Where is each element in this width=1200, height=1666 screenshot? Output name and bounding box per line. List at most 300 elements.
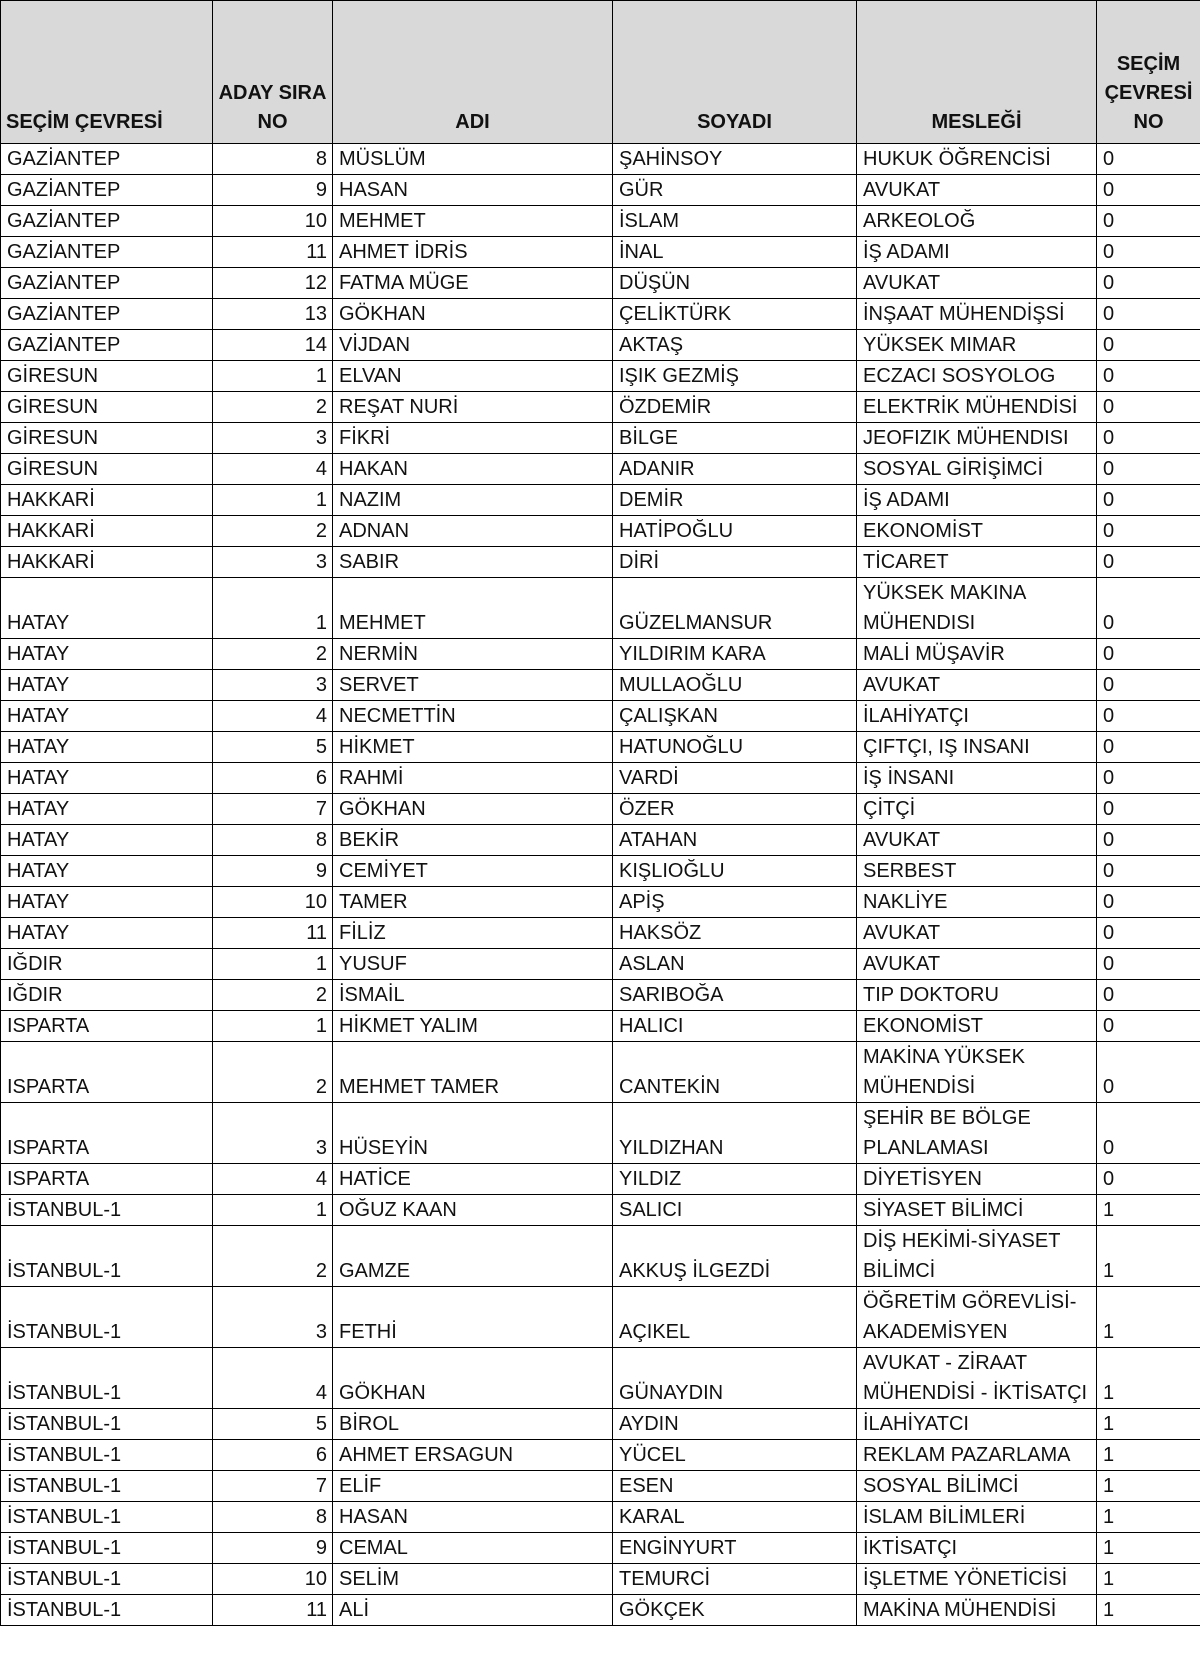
cell-job: ÖĞRETİM GÖREVLİSİ-AKADEMİSYEN xyxy=(857,1287,1097,1348)
cell-aday-sira-no: 6 xyxy=(213,1440,333,1471)
cell-surname: YILDIZHAN xyxy=(613,1103,857,1164)
cell-name: HASAN xyxy=(333,175,613,206)
cell-job: NAKLİYE xyxy=(857,887,1097,918)
cell-aday-sira-no: 2 xyxy=(213,980,333,1011)
cell-aday-sira-no: 11 xyxy=(213,1595,333,1626)
cell-name: MEHMET TAMER xyxy=(333,1042,613,1103)
cell-surname: SALICI xyxy=(613,1195,857,1226)
cell-aday-sira-no: 2 xyxy=(213,516,333,547)
cell-surname: AÇIKEL xyxy=(613,1287,857,1348)
cell-surname: YILDIZ xyxy=(613,1164,857,1195)
cell-name: SELİM xyxy=(333,1564,613,1595)
cell-district-no: 1 xyxy=(1097,1348,1200,1409)
cell-district: HATAY xyxy=(1,639,213,670)
table-row xyxy=(1,949,1200,980)
cell-aday-sira-no: 3 xyxy=(213,423,333,454)
cell-name: CEMİYET xyxy=(333,856,613,887)
cell-name: YUSUF xyxy=(333,949,613,980)
cell-surname: ŞAHİNSOY xyxy=(613,144,857,175)
cell-district: İSTANBUL-1 xyxy=(1,1409,213,1440)
cell-district-no: 0 xyxy=(1097,237,1200,268)
header-aday-sira-no: ADAY SIRA NO xyxy=(213,1,333,144)
cell-job: ARKEOLOĞ xyxy=(857,206,1097,237)
cell-aday-sira-no: 5 xyxy=(213,1409,333,1440)
cell-district: ISPARTA xyxy=(1,1011,213,1042)
cell-district: GAZİANTEP xyxy=(1,330,213,361)
cell-name: ELİF xyxy=(333,1471,613,1502)
cell-surname: AKKUŞ İLGEZDİ xyxy=(613,1226,857,1287)
cell-district: HATAY xyxy=(1,670,213,701)
cell-name: BEKİR xyxy=(333,825,613,856)
cell-name: MEHMET xyxy=(333,206,613,237)
table-row xyxy=(1,918,1200,949)
header-meslegi: MESLEĞİ xyxy=(857,1,1097,144)
table-row xyxy=(1,1011,1200,1042)
cell-district-no: 1 xyxy=(1097,1440,1200,1471)
cell-district-no: 0 xyxy=(1097,206,1200,237)
cell-district: GİRESUN xyxy=(1,454,213,485)
table-row xyxy=(1,980,1200,1011)
cell-district-no: 0 xyxy=(1097,825,1200,856)
cell-district: HATAY xyxy=(1,794,213,825)
cell-job: İŞ ADAMI xyxy=(857,237,1097,268)
cell-surname: GÜNAYDIN xyxy=(613,1348,857,1409)
cell-surname: ÇELİKTÜRK xyxy=(613,299,857,330)
table-row xyxy=(1,454,1200,485)
table-row xyxy=(1,1471,1200,1502)
cell-district-no: 0 xyxy=(1097,1164,1200,1195)
cell-name: GÖKHAN xyxy=(333,299,613,330)
cell-district: GAZİANTEP xyxy=(1,268,213,299)
cell-job: JEOFIZIK MÜHENDISI xyxy=(857,423,1097,454)
table-row xyxy=(1,175,1200,206)
cell-aday-sira-no: 10 xyxy=(213,1564,333,1595)
cell-district-no: 1 xyxy=(1097,1502,1200,1533)
cell-name: OĞUZ KAAN xyxy=(333,1195,613,1226)
cell-district-no: 1 xyxy=(1097,1533,1200,1564)
cell-job: ŞEHİR BE BÖLGE PLANLAMASI xyxy=(857,1103,1097,1164)
cell-surname: KARAL xyxy=(613,1502,857,1533)
cell-district-no: 0 xyxy=(1097,144,1200,175)
cell-surname: GÜZELMANSUR xyxy=(613,578,857,639)
table-row xyxy=(1,485,1200,516)
cell-name: CEMAL xyxy=(333,1533,613,1564)
cell-job: AVUKAT xyxy=(857,670,1097,701)
cell-job: TİCARET xyxy=(857,547,1097,578)
cell-aday-sira-no: 3 xyxy=(213,670,333,701)
cell-aday-sira-no: 2 xyxy=(213,1042,333,1103)
cell-district: İSTANBUL-1 xyxy=(1,1226,213,1287)
cell-district-no: 0 xyxy=(1097,887,1200,918)
cell-job: HUKUK ÖĞRENCİSİ xyxy=(857,144,1097,175)
cell-aday-sira-no: 14 xyxy=(213,330,333,361)
cell-name: NERMİN xyxy=(333,639,613,670)
cell-name: FETHİ xyxy=(333,1287,613,1348)
table-row xyxy=(1,732,1200,763)
cell-aday-sira-no: 2 xyxy=(213,639,333,670)
cell-job: YÜKSEK MAKINA MÜHENDISI xyxy=(857,578,1097,639)
cell-district-no: 0 xyxy=(1097,980,1200,1011)
cell-district: İSTANBUL-1 xyxy=(1,1195,213,1226)
cell-aday-sira-no: 1 xyxy=(213,361,333,392)
cell-surname: TEMURCİ xyxy=(613,1564,857,1595)
table-row xyxy=(1,547,1200,578)
cell-surname: HATUNOĞLU xyxy=(613,732,857,763)
table-row xyxy=(1,268,1200,299)
cell-aday-sira-no: 3 xyxy=(213,547,333,578)
table-row xyxy=(1,1564,1200,1595)
table-row xyxy=(1,856,1200,887)
cell-job: DİYETİSYEN xyxy=(857,1164,1097,1195)
table-row xyxy=(1,1195,1200,1226)
cell-district-no: 1 xyxy=(1097,1287,1200,1348)
cell-surname: GÖKÇEK xyxy=(613,1595,857,1626)
cell-surname: BİLGE xyxy=(613,423,857,454)
cell-district-no: 0 xyxy=(1097,701,1200,732)
cell-district-no: 0 xyxy=(1097,485,1200,516)
cell-job: MALİ MÜŞAVİR xyxy=(857,639,1097,670)
cell-surname: ESEN xyxy=(613,1471,857,1502)
cell-district: HATAY xyxy=(1,856,213,887)
table-row xyxy=(1,1533,1200,1564)
cell-name: HÜSEYİN xyxy=(333,1103,613,1164)
cell-aday-sira-no: 13 xyxy=(213,299,333,330)
table-row xyxy=(1,1440,1200,1471)
cell-district-no: 1 xyxy=(1097,1195,1200,1226)
cell-aday-sira-no: 10 xyxy=(213,206,333,237)
cell-surname: ADANIR xyxy=(613,454,857,485)
cell-aday-sira-no: 7 xyxy=(213,1471,333,1502)
cell-district: İSTANBUL-1 xyxy=(1,1440,213,1471)
cell-district: ISPARTA xyxy=(1,1103,213,1164)
cell-job: ELEKTRİK MÜHENDİSİ xyxy=(857,392,1097,423)
cell-job: EKONOMİST xyxy=(857,1011,1097,1042)
table-row xyxy=(1,794,1200,825)
cell-job: AVUKAT xyxy=(857,918,1097,949)
cell-job: ÇIFTÇI, IŞ INSANI xyxy=(857,732,1097,763)
cell-district: HATAY xyxy=(1,732,213,763)
cell-name: HİKMET xyxy=(333,732,613,763)
cell-district: HATAY xyxy=(1,825,213,856)
table-row xyxy=(1,144,1200,175)
cell-aday-sira-no: 3 xyxy=(213,1103,333,1164)
table-row xyxy=(1,887,1200,918)
cell-job: SERBEST xyxy=(857,856,1097,887)
cell-aday-sira-no: 1 xyxy=(213,485,333,516)
cell-job: SOSYAL GİRİŞİMCİ xyxy=(857,454,1097,485)
cell-district: IĞDIR xyxy=(1,980,213,1011)
cell-district: GAZİANTEP xyxy=(1,206,213,237)
cell-surname: HAKSÖZ xyxy=(613,918,857,949)
cell-name: NAZIM xyxy=(333,485,613,516)
table-row xyxy=(1,1226,1200,1287)
cell-aday-sira-no: 2 xyxy=(213,392,333,423)
table-row xyxy=(1,1502,1200,1533)
cell-surname: IŞIK GEZMİŞ xyxy=(613,361,857,392)
cell-district: İSTANBUL-1 xyxy=(1,1533,213,1564)
cell-surname: KIŞLIOĞLU xyxy=(613,856,857,887)
cell-aday-sira-no: 12 xyxy=(213,268,333,299)
table-row xyxy=(1,423,1200,454)
cell-surname: APİŞ xyxy=(613,887,857,918)
cell-name: HATİCE xyxy=(333,1164,613,1195)
table-row xyxy=(1,1409,1200,1440)
cell-surname: SARIBOĞA xyxy=(613,980,857,1011)
cell-district: GAZİANTEP xyxy=(1,299,213,330)
header-secim-cevresi: SEÇİM ÇEVRESİ xyxy=(1,1,213,144)
table-row xyxy=(1,1348,1200,1409)
cell-district: İSTANBUL-1 xyxy=(1,1348,213,1409)
table-row xyxy=(1,237,1200,268)
table-row xyxy=(1,1103,1200,1164)
cell-district-no: 0 xyxy=(1097,361,1200,392)
cell-name: HASAN xyxy=(333,1502,613,1533)
cell-surname: YILDIRIM KARA xyxy=(613,639,857,670)
table-row xyxy=(1,1595,1200,1626)
cell-aday-sira-no: 8 xyxy=(213,1502,333,1533)
cell-surname: ASLAN xyxy=(613,949,857,980)
cell-name: FİLİZ xyxy=(333,918,613,949)
cell-surname: ÖZER xyxy=(613,794,857,825)
cell-district-no: 1 xyxy=(1097,1471,1200,1502)
cell-name: AHMET İDRİS xyxy=(333,237,613,268)
cell-district: GİRESUN xyxy=(1,392,213,423)
cell-district: HAKKARİ xyxy=(1,516,213,547)
cell-surname: DEMİR xyxy=(613,485,857,516)
cell-job: AVUKAT xyxy=(857,268,1097,299)
cell-name: GAMZE xyxy=(333,1226,613,1287)
cell-aday-sira-no: 10 xyxy=(213,887,333,918)
header-soyadi: SOYADI xyxy=(613,1,857,144)
cell-district-no: 0 xyxy=(1097,454,1200,485)
cell-district-no: 1 xyxy=(1097,1595,1200,1626)
cell-district-no: 0 xyxy=(1097,1011,1200,1042)
cell-district-no: 0 xyxy=(1097,516,1200,547)
cell-surname: HALICI xyxy=(613,1011,857,1042)
table-row xyxy=(1,1287,1200,1348)
cell-district: İSTANBUL-1 xyxy=(1,1502,213,1533)
table-row xyxy=(1,639,1200,670)
cell-aday-sira-no: 8 xyxy=(213,144,333,175)
cell-district: GAZİANTEP xyxy=(1,175,213,206)
cell-aday-sira-no: 2 xyxy=(213,1226,333,1287)
cell-name: REŞAT NURİ xyxy=(333,392,613,423)
cell-job: TIP DOKTORU xyxy=(857,980,1097,1011)
header-adi: ADI xyxy=(333,1,613,144)
cell-job: SOSYAL BİLİMCİ xyxy=(857,1471,1097,1502)
cell-aday-sira-no: 4 xyxy=(213,701,333,732)
cell-district-no: 0 xyxy=(1097,392,1200,423)
cell-district-no: 0 xyxy=(1097,856,1200,887)
cell-district-no: 1 xyxy=(1097,1409,1200,1440)
cell-name: FİKRİ xyxy=(333,423,613,454)
cell-surname: DİRİ xyxy=(613,547,857,578)
table-row xyxy=(1,299,1200,330)
cell-aday-sira-no: 11 xyxy=(213,918,333,949)
cell-name: BİROL xyxy=(333,1409,613,1440)
cell-district: HATAY xyxy=(1,763,213,794)
cell-district: HAKKARİ xyxy=(1,485,213,516)
header-secim-cevresi-no: SEÇİM ÇEVRESİ NO xyxy=(1097,1,1200,144)
cell-surname: GÜR xyxy=(613,175,857,206)
cell-job: MAKİNA YÜKSEK MÜHENDİSİ xyxy=(857,1042,1097,1103)
cell-aday-sira-no: 1 xyxy=(213,1195,333,1226)
cell-district-no: 0 xyxy=(1097,175,1200,206)
table-row xyxy=(1,1042,1200,1103)
cell-aday-sira-no: 4 xyxy=(213,454,333,485)
cell-name: RAHMİ xyxy=(333,763,613,794)
cell-aday-sira-no: 6 xyxy=(213,763,333,794)
cell-district-no: 0 xyxy=(1097,268,1200,299)
cell-name: TAMER xyxy=(333,887,613,918)
cell-district-no: 0 xyxy=(1097,949,1200,980)
cell-district: ISPARTA xyxy=(1,1042,213,1103)
cell-district: GİRESUN xyxy=(1,361,213,392)
cell-name: FATMA MÜGE xyxy=(333,268,613,299)
table-row xyxy=(1,361,1200,392)
cell-name: ELVAN xyxy=(333,361,613,392)
cell-name: HİKMET YALIM xyxy=(333,1011,613,1042)
cell-aday-sira-no: 1 xyxy=(213,578,333,639)
cell-aday-sira-no: 11 xyxy=(213,237,333,268)
cell-job: İNŞAAT MÜHENDİŞSİ xyxy=(857,299,1097,330)
cell-name: GÖKHAN xyxy=(333,794,613,825)
cell-name: SABIR xyxy=(333,547,613,578)
cell-district: ISPARTA xyxy=(1,1164,213,1195)
cell-job: SİYASET BİLİMCİ xyxy=(857,1195,1097,1226)
cell-district: İSTANBUL-1 xyxy=(1,1595,213,1626)
cell-surname: AKTAŞ xyxy=(613,330,857,361)
cell-surname: DÜŞÜN xyxy=(613,268,857,299)
cell-district-no: 0 xyxy=(1097,330,1200,361)
cell-surname: HATİPOĞLU xyxy=(613,516,857,547)
cell-name: AHMET ERSAGUN xyxy=(333,1440,613,1471)
table-row xyxy=(1,330,1200,361)
cell-name: ALİ xyxy=(333,1595,613,1626)
cell-job: AVUKAT xyxy=(857,175,1097,206)
cell-district-no: 0 xyxy=(1097,1103,1200,1164)
cell-district-no: 0 xyxy=(1097,1042,1200,1103)
cell-name: İSMAİL xyxy=(333,980,613,1011)
cell-aday-sira-no: 7 xyxy=(213,794,333,825)
table-row xyxy=(1,392,1200,423)
table-row xyxy=(1,670,1200,701)
cell-job: DİŞ HEKİMİ-SİYASET BİLİMCİ xyxy=(857,1226,1097,1287)
cell-district-no: 1 xyxy=(1097,1226,1200,1287)
cell-district-no: 0 xyxy=(1097,578,1200,639)
cell-district-no: 0 xyxy=(1097,732,1200,763)
cell-district: GİRESUN xyxy=(1,423,213,454)
cell-district-no: 0 xyxy=(1097,299,1200,330)
cell-name: MÜSLÜM xyxy=(333,144,613,175)
cell-job: İKTİSATÇI xyxy=(857,1533,1097,1564)
cell-aday-sira-no: 4 xyxy=(213,1348,333,1409)
table-row xyxy=(1,701,1200,732)
cell-district-no: 0 xyxy=(1097,763,1200,794)
cell-job: AVUKAT xyxy=(857,825,1097,856)
cell-job: İŞ İNSANI xyxy=(857,763,1097,794)
cell-surname: ATAHAN xyxy=(613,825,857,856)
cell-aday-sira-no: 1 xyxy=(213,949,333,980)
cell-district-no: 0 xyxy=(1097,547,1200,578)
cell-district: HATAY xyxy=(1,578,213,639)
cell-district: HAKKARİ xyxy=(1,547,213,578)
table-row xyxy=(1,516,1200,547)
cell-district: HATAY xyxy=(1,887,213,918)
cell-surname: MULLAOĞLU xyxy=(613,670,857,701)
cell-district: İSTANBUL-1 xyxy=(1,1287,213,1348)
cell-district: İSTANBUL-1 xyxy=(1,1471,213,1502)
cell-district: HATAY xyxy=(1,918,213,949)
cell-district: GAZİANTEP xyxy=(1,237,213,268)
cell-district-no: 0 xyxy=(1097,794,1200,825)
cell-name: ADNAN xyxy=(333,516,613,547)
cell-aday-sira-no: 3 xyxy=(213,1287,333,1348)
table-row xyxy=(1,825,1200,856)
cell-district: İSTANBUL-1 xyxy=(1,1564,213,1595)
table-row xyxy=(1,763,1200,794)
table-row xyxy=(1,206,1200,237)
cell-surname: AYDIN xyxy=(613,1409,857,1440)
cell-surname: CANTEKİN xyxy=(613,1042,857,1103)
cell-name: VİJDAN xyxy=(333,330,613,361)
cell-name: SERVET xyxy=(333,670,613,701)
cell-job: REKLAM PAZARLAMA xyxy=(857,1440,1097,1471)
cell-district-no: 0 xyxy=(1097,918,1200,949)
cell-job: İŞLETME YÖNETİCİSİ xyxy=(857,1564,1097,1595)
cell-surname: İSLAM xyxy=(613,206,857,237)
cell-job: YÜKSEK MIMAR xyxy=(857,330,1097,361)
cell-name: NECMETTİN xyxy=(333,701,613,732)
table-header xyxy=(1,1,1200,144)
cell-aday-sira-no: 4 xyxy=(213,1164,333,1195)
table-body xyxy=(1,144,1200,1626)
cell-job: AVUKAT xyxy=(857,949,1097,980)
cell-name: GÖKHAN xyxy=(333,1348,613,1409)
cell-name: HAKAN xyxy=(333,454,613,485)
cell-job: AVUKAT - ZİRAAT MÜHENDİSİ - İKTİSATÇI xyxy=(857,1348,1097,1409)
cell-district: HATAY xyxy=(1,701,213,732)
cell-surname: ENGİNYURT xyxy=(613,1533,857,1564)
cell-surname: İNAL xyxy=(613,237,857,268)
cell-job: İŞ ADAMI xyxy=(857,485,1097,516)
cell-job: İLAHİYATÇI xyxy=(857,701,1097,732)
cell-district: GAZİANTEP xyxy=(1,144,213,175)
cell-aday-sira-no: 8 xyxy=(213,825,333,856)
cell-district-no: 1 xyxy=(1097,1564,1200,1595)
cell-job: ECZACI SOSYOLOG xyxy=(857,361,1097,392)
cell-district-no: 0 xyxy=(1097,639,1200,670)
cell-job: EKONOMİST xyxy=(857,516,1097,547)
cell-surname: ÇALIŞKAN xyxy=(613,701,857,732)
cell-aday-sira-no: 9 xyxy=(213,1533,333,1564)
cell-job: ÇİTÇİ xyxy=(857,794,1097,825)
cell-job: İLAHİYATCI xyxy=(857,1409,1097,1440)
cell-name: MEHMET xyxy=(333,578,613,639)
cell-surname: VARDİ xyxy=(613,763,857,794)
table-row xyxy=(1,1164,1200,1195)
cell-surname: YÜCEL xyxy=(613,1440,857,1471)
cell-aday-sira-no: 5 xyxy=(213,732,333,763)
cell-aday-sira-no: 9 xyxy=(213,175,333,206)
cell-aday-sira-no: 9 xyxy=(213,856,333,887)
table-row xyxy=(1,578,1200,639)
cell-job: İSLAM BİLİMLERİ xyxy=(857,1502,1097,1533)
cell-surname: ÖZDEMİR xyxy=(613,392,857,423)
cell-aday-sira-no: 1 xyxy=(213,1011,333,1042)
cell-district-no: 0 xyxy=(1097,423,1200,454)
cell-district-no: 0 xyxy=(1097,670,1200,701)
